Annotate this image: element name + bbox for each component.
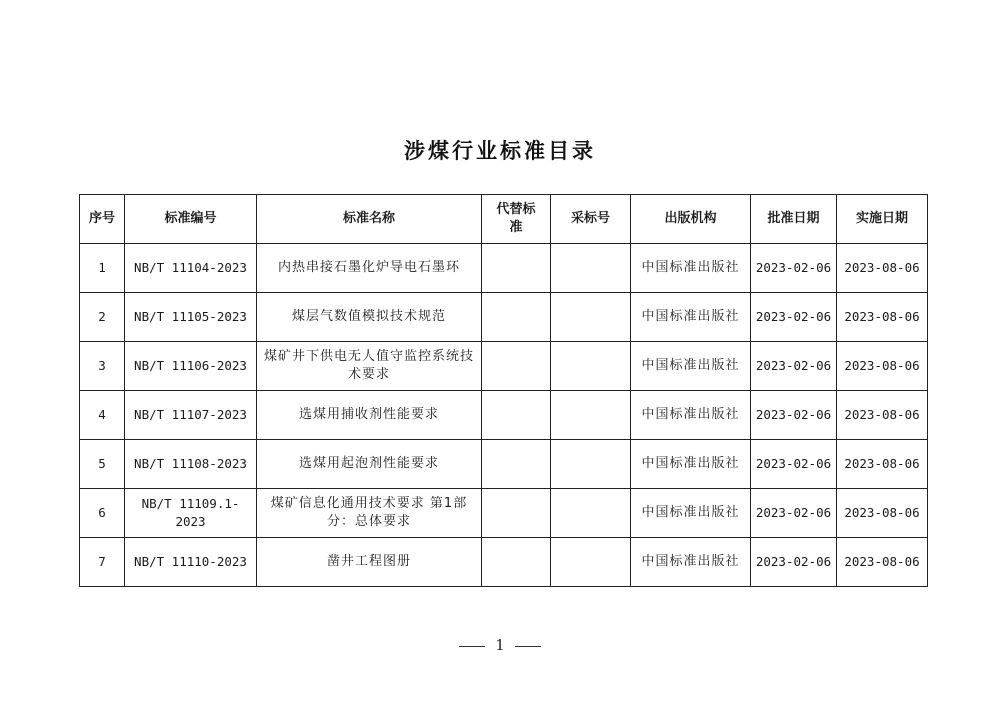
cell-replaces xyxy=(482,440,551,489)
cell-publisher: 中国标准出版社 xyxy=(631,538,751,587)
cell-no: 4 xyxy=(80,391,125,440)
cell-effective: 2023-08-06 xyxy=(837,342,928,391)
cell-adopted xyxy=(551,244,631,293)
cell-replaces xyxy=(482,489,551,538)
cell-adopted xyxy=(551,538,631,587)
cell-approved: 2023-02-06 xyxy=(751,440,837,489)
column-header-effective: 实施日期 xyxy=(837,195,928,244)
cell-adopted xyxy=(551,391,631,440)
table-row xyxy=(80,293,928,342)
page-title: 涉煤行业标准目录 xyxy=(404,139,596,163)
cell-adopted xyxy=(551,489,631,538)
cell-adopted xyxy=(551,342,631,391)
cell-no: 3 xyxy=(80,342,125,391)
table-header-row xyxy=(80,195,928,244)
cell-adopted xyxy=(551,293,631,342)
page-footer xyxy=(0,636,1000,654)
table-row xyxy=(80,538,928,587)
cell-no: 1 xyxy=(80,244,125,293)
cell-effective: 2023-08-06 xyxy=(837,538,928,587)
cell-replaces xyxy=(482,538,551,587)
cell-replaces xyxy=(482,244,551,293)
standards-table xyxy=(79,194,928,587)
cell-no: 5 xyxy=(80,440,125,489)
cell-name: 煤层气数值模拟技术规范 xyxy=(257,293,482,342)
cell-code: NB/T 11105-2023 xyxy=(125,293,257,342)
cell-no: 7 xyxy=(80,538,125,587)
cell-publisher: 中国标准出版社 xyxy=(631,391,751,440)
cell-code: NB/T 11110-2023 xyxy=(125,538,257,587)
cell-approved: 2023-02-06 xyxy=(751,293,837,342)
cell-approved: 2023-02-06 xyxy=(751,489,837,538)
footer-dash-left xyxy=(459,646,485,647)
cell-replaces xyxy=(482,391,551,440)
table-row xyxy=(80,440,928,489)
cell-publisher: 中国标准出版社 xyxy=(631,489,751,538)
column-header-approved: 批准日期 xyxy=(751,195,837,244)
cell-code: NB/T 11109.1-2023 xyxy=(125,489,257,538)
cell-code: NB/T 11107-2023 xyxy=(125,391,257,440)
cell-effective: 2023-08-06 xyxy=(837,244,928,293)
cell-no: 6 xyxy=(80,489,125,538)
column-header-adopted: 采标号 xyxy=(551,195,631,244)
cell-code: NB/T 11104-2023 xyxy=(125,244,257,293)
cell-name: 选煤用起泡剂性能要求 xyxy=(257,440,482,489)
cell-effective: 2023-08-06 xyxy=(837,391,928,440)
cell-approved: 2023-02-06 xyxy=(751,342,837,391)
cell-publisher: 中国标准出版社 xyxy=(631,342,751,391)
cell-replaces xyxy=(482,293,551,342)
cell-name: 煤矿井下供电无人值守监控系统技术要求 xyxy=(257,342,482,391)
cell-publisher: 中国标准出版社 xyxy=(631,293,751,342)
cell-adopted xyxy=(551,440,631,489)
footer-dash-right xyxy=(515,646,541,647)
cell-approved: 2023-02-06 xyxy=(751,244,837,293)
page-number: 1 xyxy=(495,636,505,654)
column-header-publisher: 出版机构 xyxy=(631,195,751,244)
cell-name: 内热串接石墨化炉导电石墨环 xyxy=(257,244,482,293)
column-header-code: 标准编号 xyxy=(125,195,257,244)
table-row xyxy=(80,342,928,391)
table-row xyxy=(80,489,928,538)
column-header-replaces: 代替标准 xyxy=(482,195,551,244)
cell-code: NB/T 11108-2023 xyxy=(125,440,257,489)
column-header-name: 标准名称 xyxy=(257,195,482,244)
column-header-no: 序号 xyxy=(80,195,125,244)
cell-effective: 2023-08-06 xyxy=(837,440,928,489)
cell-publisher: 中国标准出版社 xyxy=(631,440,751,489)
cell-name: 煤矿信息化通用技术要求 第1部分：总体要求 xyxy=(257,489,482,538)
cell-name: 选煤用捕收剂性能要求 xyxy=(257,391,482,440)
cell-effective: 2023-08-06 xyxy=(837,489,928,538)
cell-approved: 2023-02-06 xyxy=(751,391,837,440)
table-row xyxy=(80,391,928,440)
cell-no: 2 xyxy=(80,293,125,342)
cell-name: 凿井工程图册 xyxy=(257,538,482,587)
cell-code: NB/T 11106-2023 xyxy=(125,342,257,391)
cell-approved: 2023-02-06 xyxy=(751,538,837,587)
cell-replaces xyxy=(482,342,551,391)
cell-publisher: 中国标准出版社 xyxy=(631,244,751,293)
table-body xyxy=(80,244,928,587)
cell-effective: 2023-08-06 xyxy=(837,293,928,342)
table-row xyxy=(80,244,928,293)
